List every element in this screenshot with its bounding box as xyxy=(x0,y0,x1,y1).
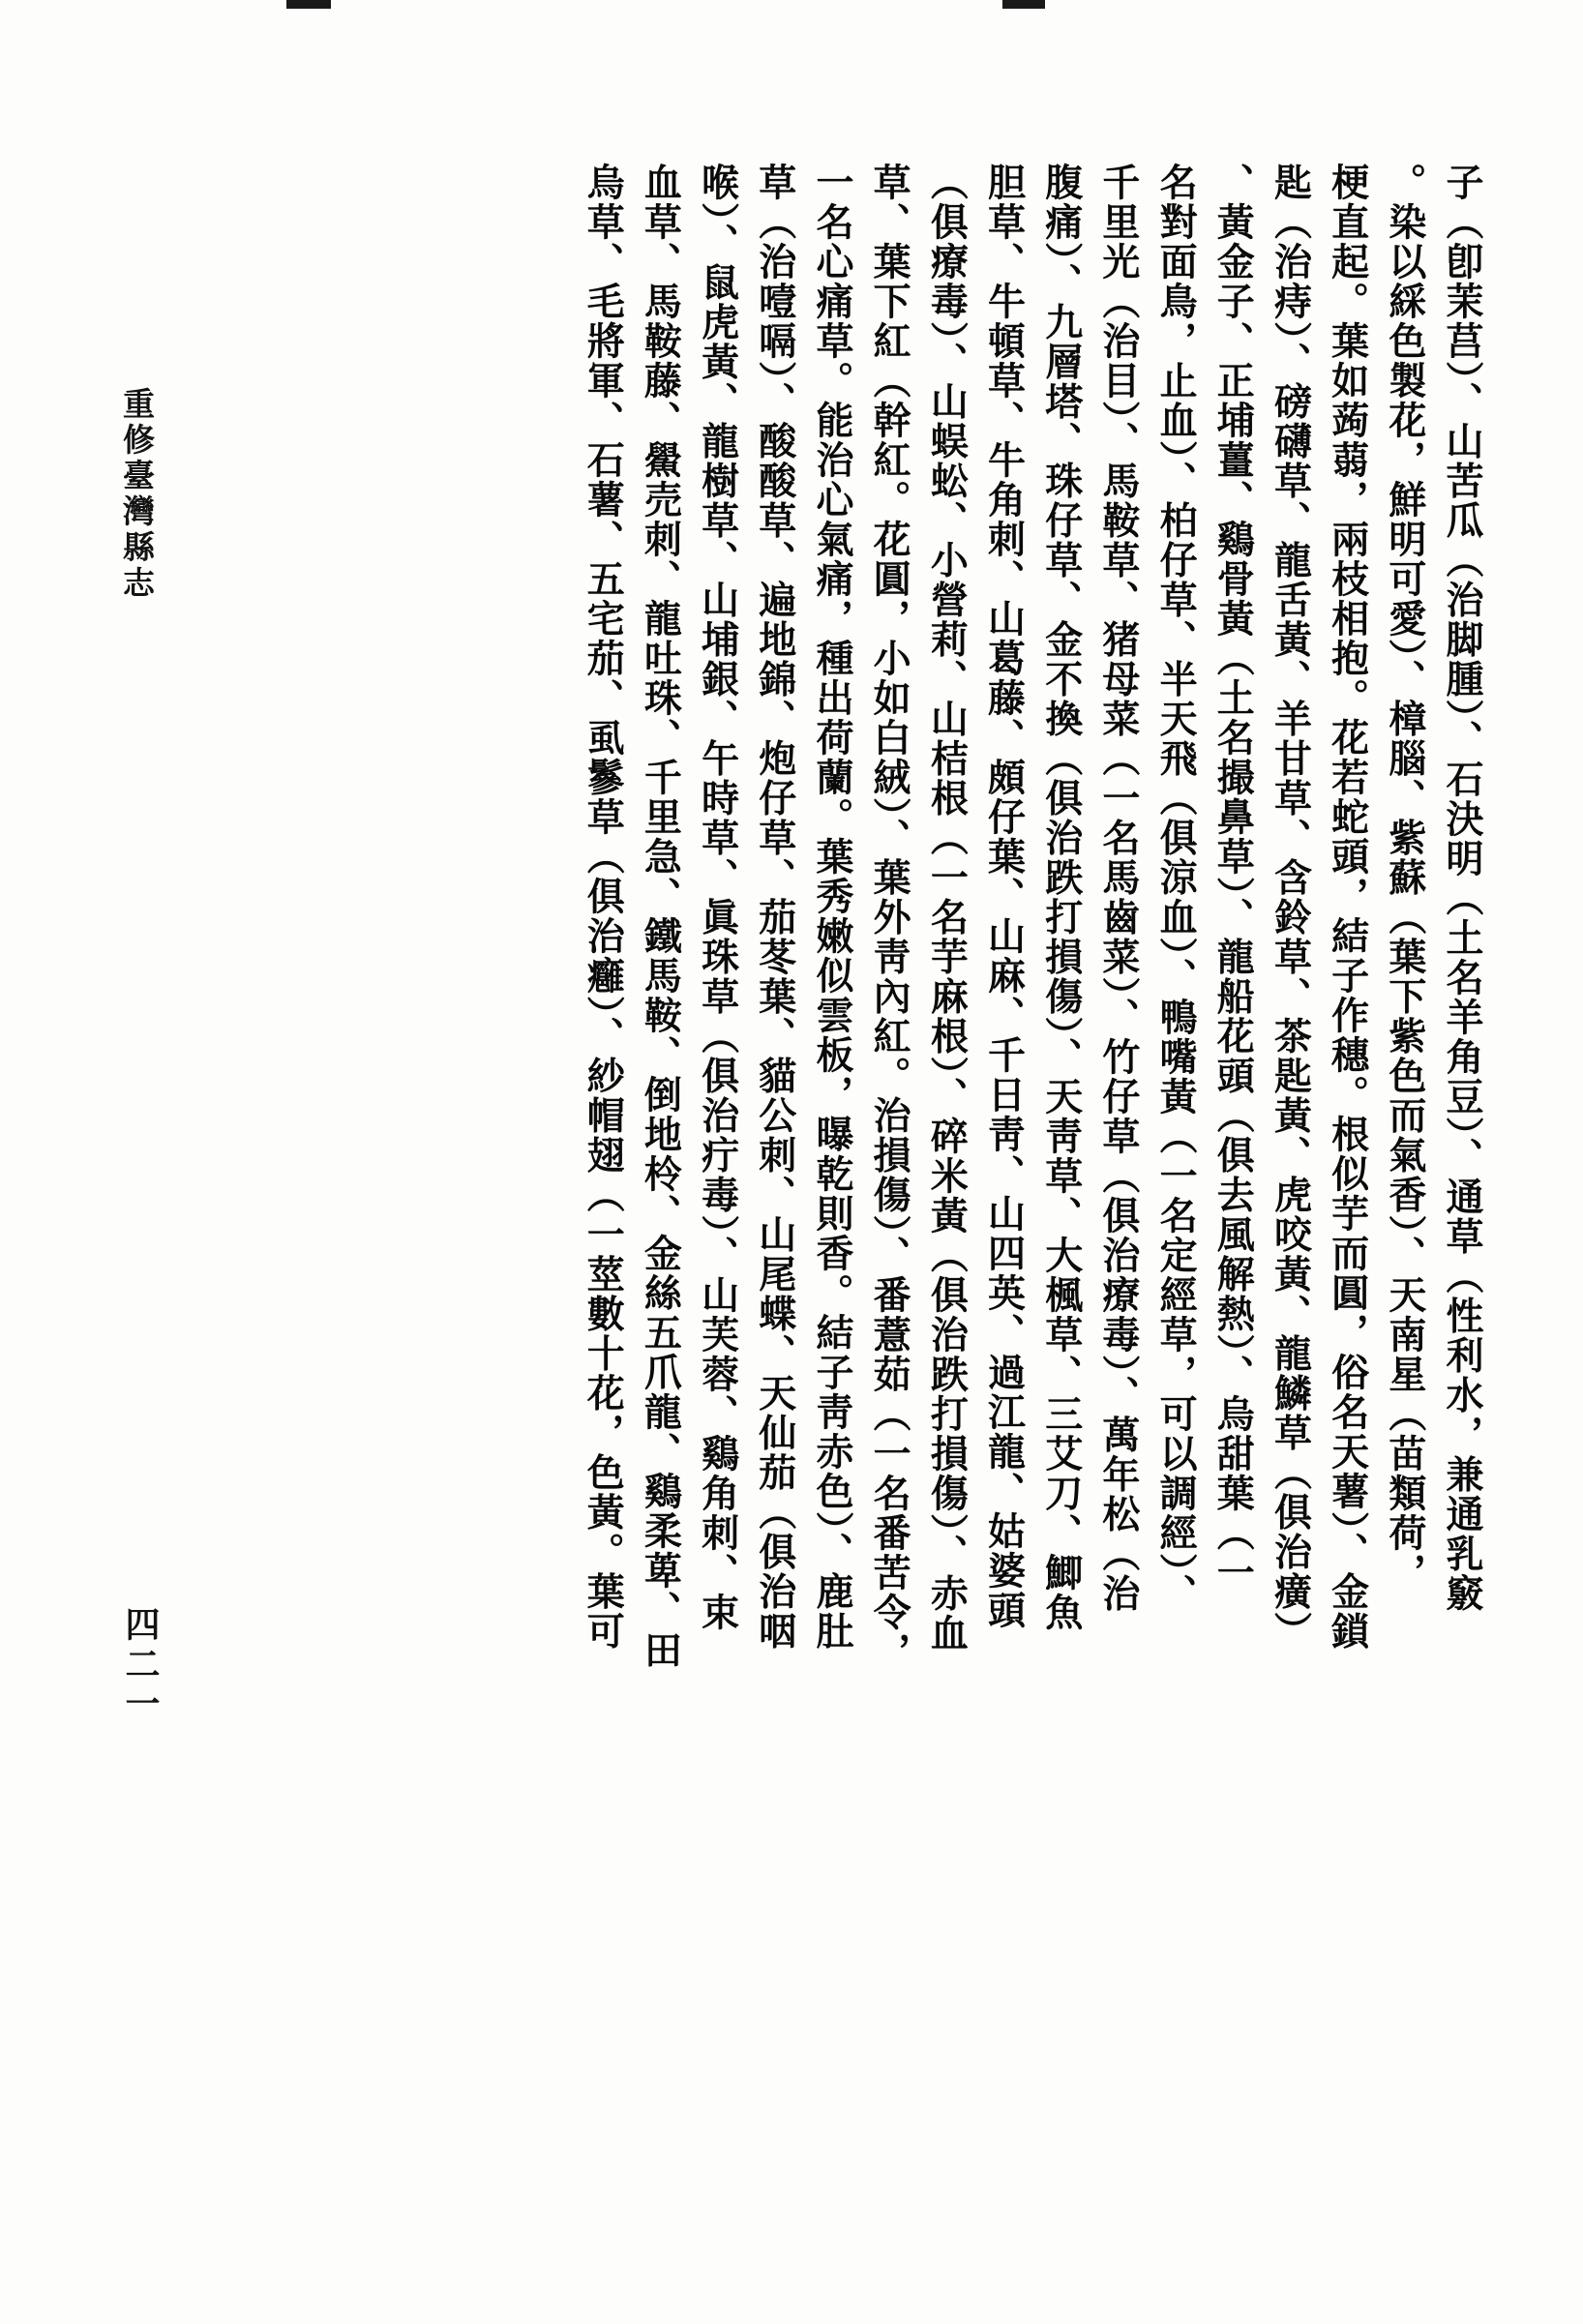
text-column: 匙（治痔）、磅礴草、龍舌黃、羊甘草、含鈴草、茶匙黃、虎咬黃、龍鱗草（俱治癀） xyxy=(1268,163,1313,1652)
page-number: 四二一 xyxy=(120,1606,161,1725)
book-title: 重修臺灣縣志 xyxy=(118,387,156,602)
text-column: 腹痛）、九層塔、珠仔草、金不換（俱治跌打損傷）、天靑草、大楓草、三艾刀、鯽魚 xyxy=(1038,163,1084,1632)
text-column: 、黃金子、正埔薑、鷄骨黃（土名撮鼻草）、龍船花頭（俱去風解熱）、烏甜葉（一 xyxy=(1210,163,1256,1593)
scan-artifact-right xyxy=(1002,0,1045,9)
text-column: 草（治噎嗝）、酸酸草、遍地錦、炮仔草、茄苳葉、貓公刺、山尾蝶、天仙茄（俱治咽 xyxy=(752,163,797,1652)
text-column: 胆草、牛頓草、牛角刺、山葛藤、頗仔葉、山麻、千日靑、山四英、過江龍、姑婆頭 xyxy=(981,163,1027,1630)
text-column: 。染以綵色製花，鮮明可愛）、樟腦、紫蘇（葉下紫色而氣香）、天南星（苗類荷， xyxy=(1382,163,1427,1593)
text-column: 烏草、毛將軍、石薯、五宅茄、虱鬖草（俱治癰）、紗帽翅（一莖數十花，色黃。葉可 xyxy=(581,163,626,1652)
text-column: 一名心痛草。能治心氣痛，種出荷蘭。葉秀嫩似雲板，曝乾則香。結子靑赤色）、鹿肚 xyxy=(809,163,854,1652)
text-column: 名對面鳥，止血）、柏仔草、半天飛（俱涼血）、鴨嘴黃（一名定經草，可以調經）、 xyxy=(1153,163,1199,1614)
vertical-text-body xyxy=(228,163,1486,2165)
text-column: 喉）、鼠虎黃、龍樹草、山埔銀、午時草、眞珠草（俱治疔毒）、山芙蓉、鷄角刺、束 xyxy=(695,163,740,1632)
text-column: （俱療毒）、山蜈蚣、小營莉、山桔根（一名芋麻根）、碎米黃（俱治跌打損傷）、赤血 xyxy=(924,163,970,1654)
text-column: 子（卽茉莒）、山苦瓜（治脚腫）、石決明（土名羊角豆）、通草（性利水，兼通乳竅 xyxy=(1440,163,1484,1614)
text-column: 梗直起。葉如蒟蒻，兩枝相抱。花若蛇頭，結子作穗。根似芋而圓，俗名天薯）、金鎖 xyxy=(1325,163,1370,1652)
text-column: 血草、馬鞍藤、鱟売刺、龍吐珠、千里急、鐵馬鞍、倒地柃、金絲五爪龍、鷄柔萆、田 xyxy=(638,163,683,1670)
scan-artifact-left xyxy=(286,0,331,9)
text-column: 千里光（治目）、馬鞍草、猪母菜（一名馬齒菜）、竹仔草（俱治療毒）、萬年松（治 xyxy=(1095,163,1141,1614)
text-column: 草、葉下紅（幹紅。花圓，小如白絨）、葉外靑內紅。治損傷）、番薏茹（一名番苦令， xyxy=(867,163,912,1672)
